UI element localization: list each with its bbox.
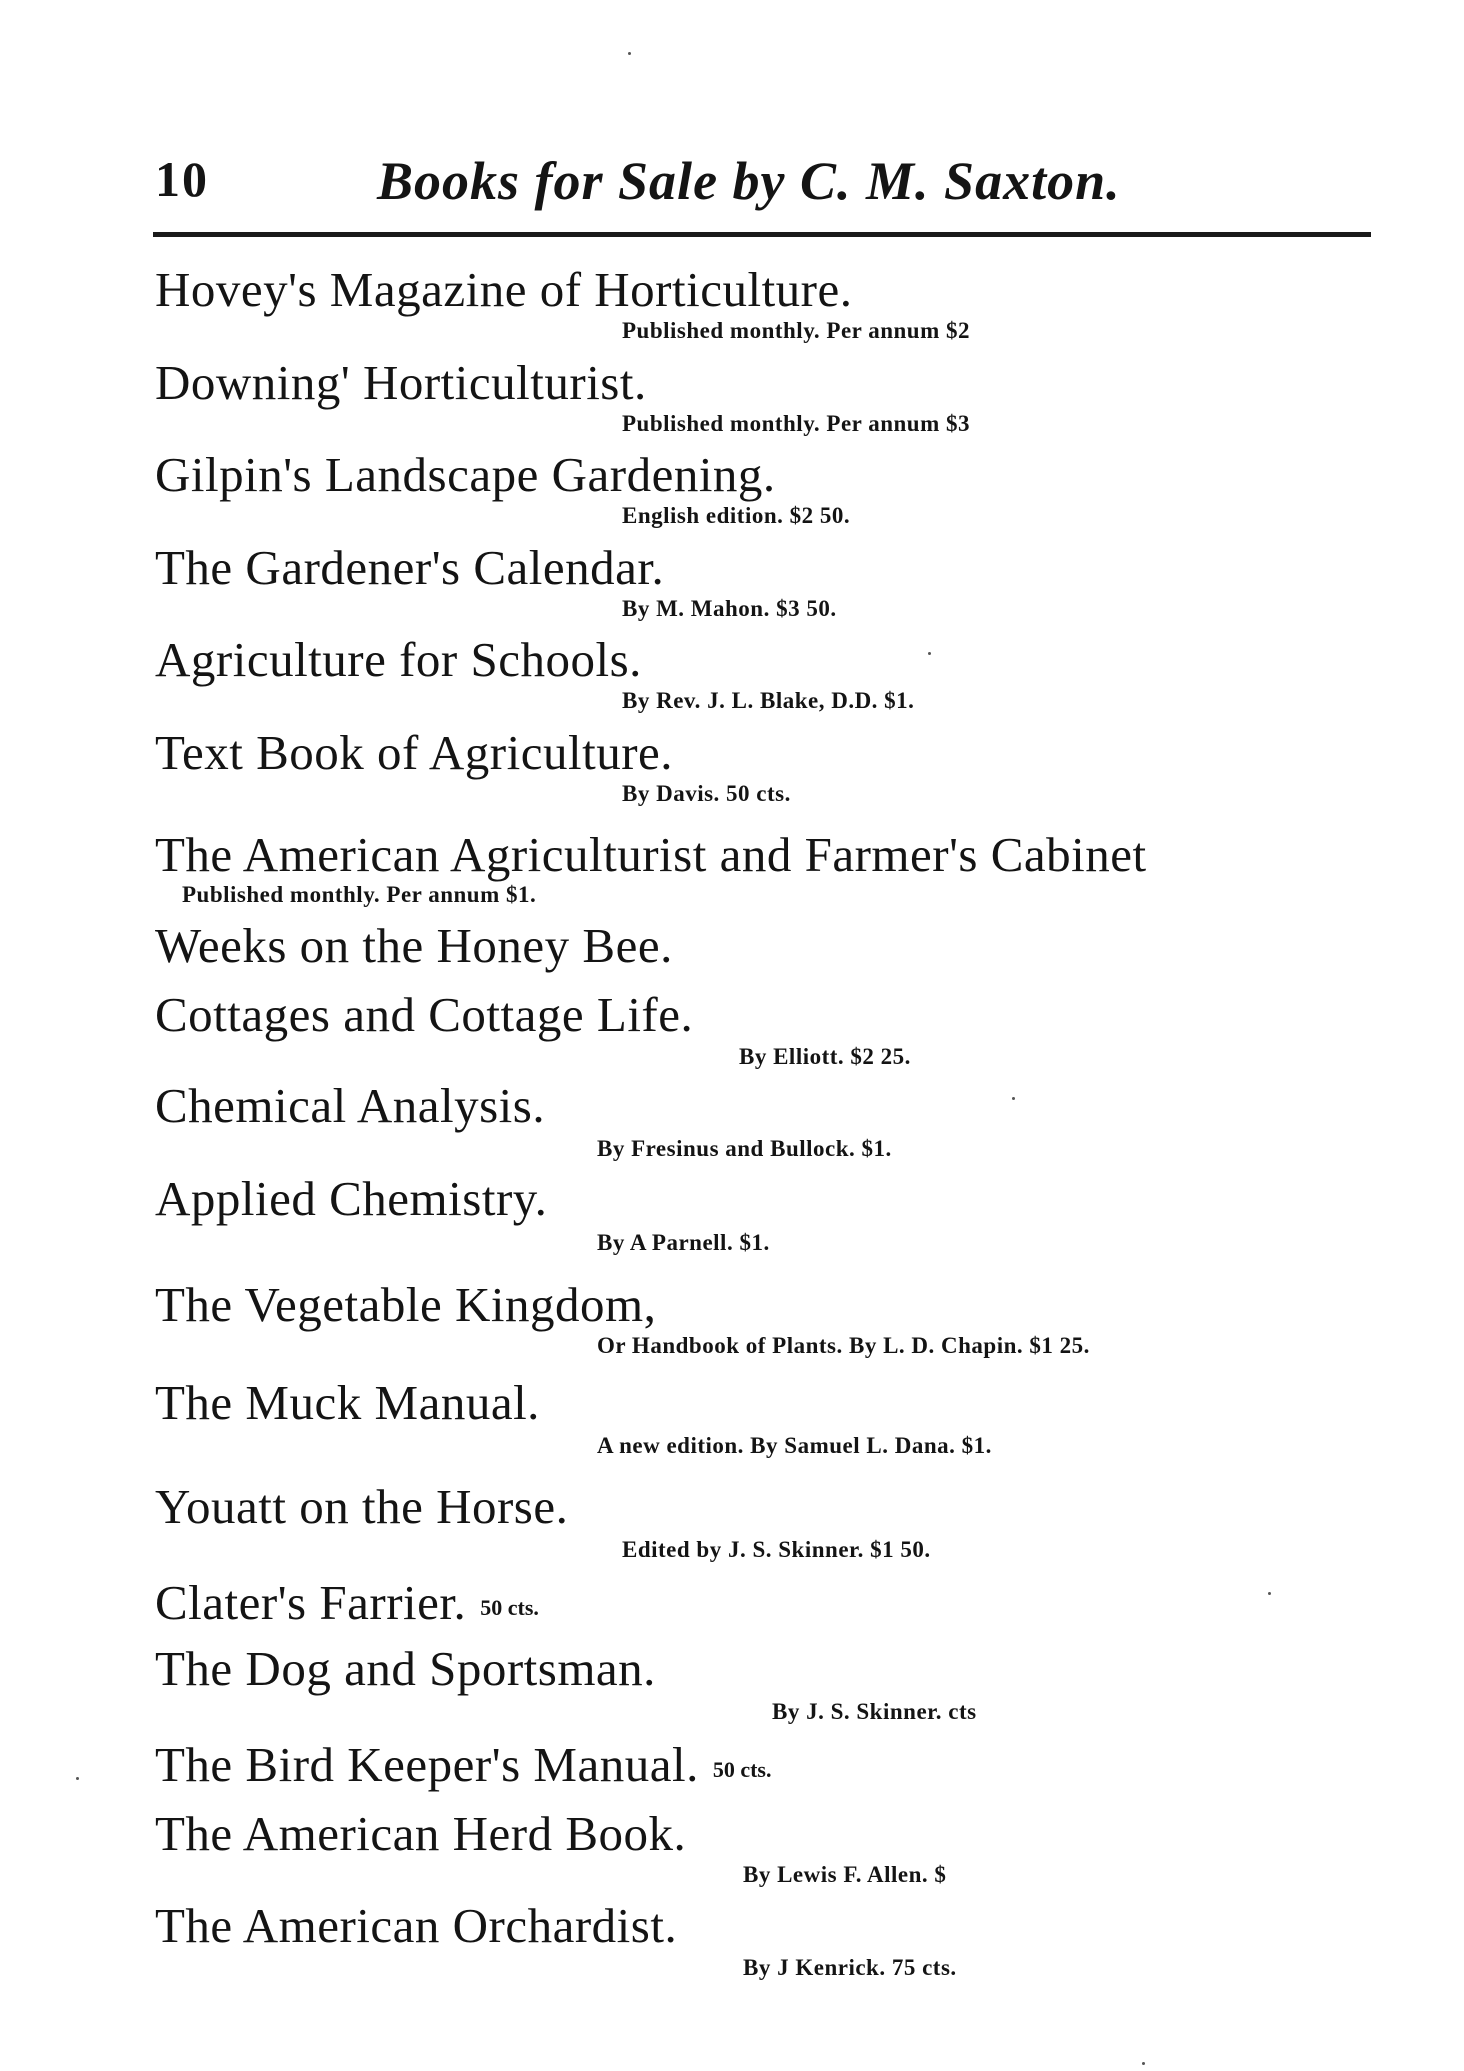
book-detail: By Fresinus and Bullock. $1. xyxy=(597,1136,892,1161)
book-title: Downing' Horticulturist. xyxy=(155,355,647,410)
print-speck xyxy=(1142,2062,1145,2065)
running-title: Books for Sale by C. M. Saxton. xyxy=(377,151,1121,211)
book-title-text: The Bird Keeper's Manual. xyxy=(155,1737,699,1792)
book-price: 50 cts. xyxy=(480,1595,539,1620)
print-speck xyxy=(1268,1592,1271,1595)
print-speck xyxy=(928,652,931,655)
book-detail: By Lewis F. Allen. $ xyxy=(743,1862,947,1887)
book-title: Youatt on the Horse. xyxy=(155,1479,569,1534)
book-detail: Published monthly. Per annum $1. xyxy=(182,882,537,907)
book-price: 50 cts. xyxy=(712,1757,772,1782)
book-title: The Vegetable Kingdom, xyxy=(155,1277,657,1332)
book-detail: A new edition. By Samuel L. Dana. $1. xyxy=(597,1433,992,1458)
book-title: Applied Chemistry. xyxy=(155,1171,548,1226)
book-title: The Dog and Sportsman. xyxy=(155,1641,656,1696)
book-detail: By A Parnell. $1. xyxy=(597,1230,770,1255)
book-detail: English edition. $2 50. xyxy=(622,503,851,528)
book-title: Text Book of Agriculture. xyxy=(155,725,674,780)
book-detail: Published monthly. Per annum $2 xyxy=(622,318,971,343)
book-title-text: Clater's Farrier. xyxy=(155,1575,467,1630)
book-detail: Published monthly. Per annum $3 xyxy=(622,411,971,436)
book-detail: By Rev. J. L. Blake, D.D. $1. xyxy=(622,688,915,713)
book-title: The Muck Manual. xyxy=(155,1375,540,1430)
book-title: The American Agriculturist and Farmer's Cabinet xyxy=(155,827,1147,882)
print-speck xyxy=(628,52,631,55)
page-number: 10 xyxy=(155,151,209,207)
print-speck xyxy=(1012,1097,1015,1100)
book-detail: By J. S. Skinner. cts xyxy=(772,1699,977,1724)
book-title: The Gardener's Calendar. xyxy=(155,540,665,595)
book-title: The American Herd Book. xyxy=(155,1806,687,1861)
book-title: Chemical Analysis. xyxy=(155,1078,546,1133)
book-title xyxy=(155,1575,539,1636)
book-title: Agriculture for Schools. xyxy=(155,632,642,687)
book-detail: By Davis. 50 cts. xyxy=(622,781,791,806)
book-detail: By J Kenrick. 75 cts. xyxy=(743,1955,957,1980)
book-detail: By Elliott. $2 25. xyxy=(739,1044,911,1069)
book-title: Gilpin's Landscape Gardening. xyxy=(155,447,776,502)
book-detail: Or Handbook of Plants. By L. D. Chapin. $1 25. xyxy=(597,1333,1090,1358)
print-speck xyxy=(76,1777,79,1780)
book-detail: Edited by J. S. Skinner. $1 50. xyxy=(622,1537,931,1562)
book-detail: By M. Mahon. $3 50. xyxy=(622,596,837,621)
book-title: Weeks on the Honey Bee. xyxy=(155,918,673,973)
book-title: The American Orchardist. xyxy=(155,1898,678,1953)
book-title: Hovey's Magazine of Horticulture. xyxy=(155,262,853,317)
book-title xyxy=(155,1737,771,1798)
book-title: Cottages and Cottage Life. xyxy=(155,987,694,1042)
